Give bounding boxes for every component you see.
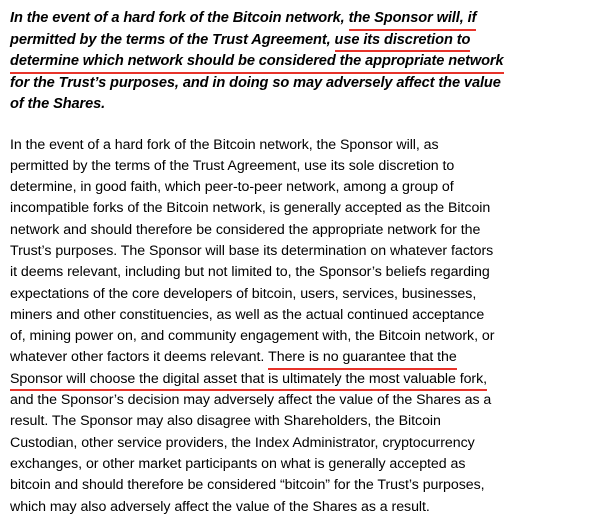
text-line bbox=[10, 94, 591, 116]
text-run: determine, in good faith, which peer-to-peer network, among a group of bbox=[10, 179, 454, 196]
text-run: expectations of the core developers of bitcoin, users, services, businesses, bbox=[10, 285, 477, 302]
red-underline-annotation: determine which network should be considered the appropriate network bbox=[10, 51, 504, 73]
risk-factor-body-paragraph bbox=[10, 135, 591, 518]
text-run: whatever other factors it deems relevant. bbox=[10, 349, 269, 366]
text-run: for the Trust’s purposes, and in doing so may adversely affect the value bbox=[10, 74, 501, 91]
red-underline-annotation: use its discretion to bbox=[335, 30, 471, 52]
text-line bbox=[10, 411, 591, 432]
text-line bbox=[10, 177, 591, 198]
text-run: of the Shares. bbox=[10, 96, 106, 112]
text-run: permitted by the terms of the Trust Agreement, bbox=[10, 31, 335, 48]
text-run: and the Sponsor’s decision may adversely affect the value of the Shares as a bbox=[10, 392, 492, 409]
text-run: which may also adversely affect the value of the Shares as a result. bbox=[10, 498, 430, 515]
text-line bbox=[10, 241, 591, 262]
text-line bbox=[10, 30, 591, 52]
text-line bbox=[10, 326, 591, 347]
text-run: result. The Sponsor may also disagree with Shareholders, the Bitcoin bbox=[10, 413, 441, 430]
text-line bbox=[10, 73, 591, 95]
text-run: incompatible forks of the Bitcoin network, is generally accepted as the Bitcoin bbox=[10, 200, 491, 217]
text-line bbox=[10, 198, 591, 219]
text-run: of, mining power on, and community engagement with, the Bitcoin network, or bbox=[10, 328, 495, 345]
red-underline-annotation: Sponsor will choose the digital asset that is ultimately the most valuable fork, bbox=[10, 369, 487, 390]
text-run: Trust’s purposes. The Sponsor will base its determination on whatever factors bbox=[10, 242, 494, 259]
paragraph-spacer bbox=[10, 124, 591, 135]
text-line bbox=[10, 220, 591, 241]
text-run: network and should therefore be considered the appropriate network for the bbox=[10, 221, 481, 238]
text-run: it deems relevant, including but not limited to, the Sponsor’s beliefs regarding bbox=[10, 264, 490, 281]
text-line bbox=[10, 305, 591, 326]
text-run: miners and other constituencies, as well as the actual continued acceptance bbox=[10, 306, 485, 323]
red-underline-annotation: There is no guarantee that the bbox=[268, 347, 457, 368]
red-underline-annotation: the Sponsor will, if bbox=[349, 8, 477, 30]
text-run: In the event of a hard fork of the Bitcoin network, bbox=[10, 10, 349, 26]
text-run: permitted by the terms of the Trust Agreement, use its sole discretion to bbox=[10, 157, 455, 174]
text-line bbox=[10, 347, 591, 368]
text-line bbox=[10, 390, 591, 411]
text-run: bitcoin and should therefore be considered “bitcoin” for the Trust’s purposes, bbox=[10, 477, 485, 494]
text-line bbox=[10, 8, 591, 30]
text-line bbox=[10, 135, 591, 156]
text-run: exchanges, or other market participants on what is generally accepted as bbox=[10, 455, 466, 472]
text-run: Custodian, other service providers, the Index Administrator, cryptocurrency bbox=[10, 434, 475, 451]
risk-factor-heading bbox=[10, 8, 591, 116]
text-line bbox=[10, 51, 591, 73]
text-line bbox=[10, 497, 591, 518]
text-line bbox=[10, 369, 591, 390]
text-line bbox=[10, 156, 591, 177]
text-line bbox=[10, 475, 591, 496]
text-line bbox=[10, 262, 591, 283]
text-line bbox=[10, 284, 591, 305]
text-run: In the event of a hard fork of the Bitcoin network, the Sponsor will, as bbox=[10, 136, 439, 153]
text-line bbox=[10, 454, 591, 475]
text-line bbox=[10, 433, 591, 454]
